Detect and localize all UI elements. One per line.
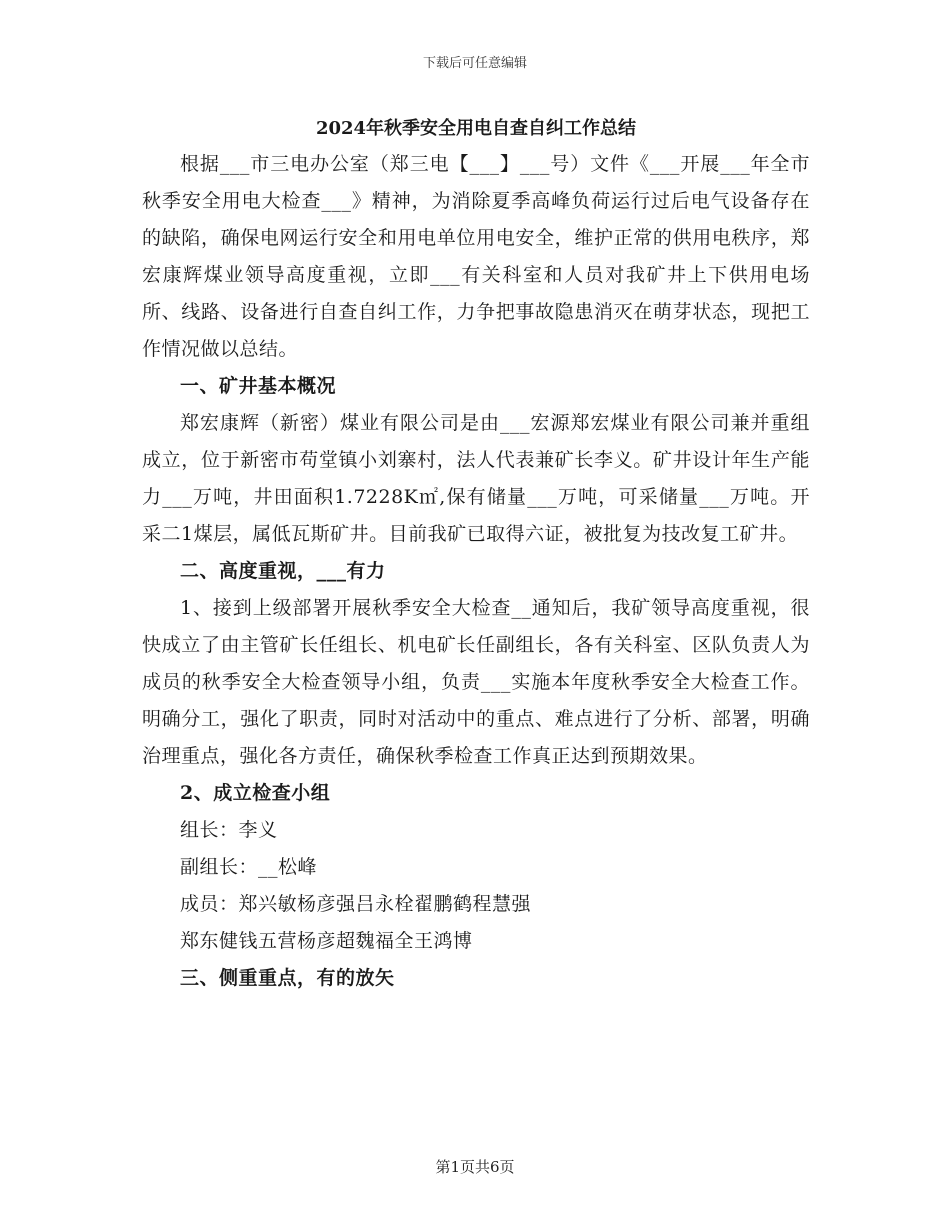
document-body (142, 112, 810, 997)
section-1-heading: 一、矿井基本概况 (180, 375, 337, 397)
section-2-heading: 二、高度重视，___有力 (180, 560, 386, 582)
subsection-2-heading: 2、成立检查小组 (180, 782, 331, 804)
intro-paragraph: 根据___市三电办公室（郑三电【___】___号）文件《___开展___年全市秋季安全用电大检查___》精神，为消除夏季高峰负荷运行过后电气设备存在的缺陷，确保电网运行安全和用电单位用电安全，维护正常的供用电秩序，郑宏康辉煤业领导高度重视，立即___有关科室和人员对我矿井上下供用电场所、线路、设备进行自查自纠工作，力争把事故隐患消灭在萌芽状态，现把工作情况做以总结。 (142, 153, 810, 360)
page-header-note: 下载后可任意编辑 (422, 56, 527, 71)
deputy-leader-line: 副组长：__松峰 (180, 856, 318, 878)
page-footer-number: 第1页共6页 (435, 1158, 515, 1176)
section-3-heading: 三、侧重重点，有的放矢 (180, 967, 395, 989)
group-leader-line: 组长：李义 (180, 819, 278, 841)
document-title: 2024年秋季安全用电自查自纠工作总结 (315, 118, 637, 139)
section-2-paragraph: 1、接到上级部署开展秋季安全大检查__通知后，我矿领导高度重视，很快成立了由主管矿长任组长、机电矿长任副组长，各有关科室、区队负责人为成员的秋季安全大检查领导小组，负责___实施本年度秋季安全大检查工作。明确分工，强化了职责，同时对活动中的重点、难点进行了分析、部署，明确治理重点，强化各方责任，确保秋季检查工作真正达到预期效果。 (142, 597, 810, 767)
members-line-1: 成员：郑兴敏杨彦强吕永栓翟鹏鹤程慧强 (180, 893, 532, 915)
section-1-paragraph: 郑宏康辉（新密）煤业有限公司是由___宏源郑宏煤业有限公司兼并重组成立，位于新密市苟堂镇小刘寨村，法人代表兼矿长李义。矿井设计年生产能力___万吨，井田面积1.7228K㎡,保有储量___万吨，可采储量___万吨。开采二1煤层，属低瓦斯矿井。目前我矿已取得六证，被批复为技改复工矿井。 (142, 412, 810, 545)
members-line-2: 郑东健钱五营杨彦超魏福全王鸿博 (180, 930, 473, 952)
